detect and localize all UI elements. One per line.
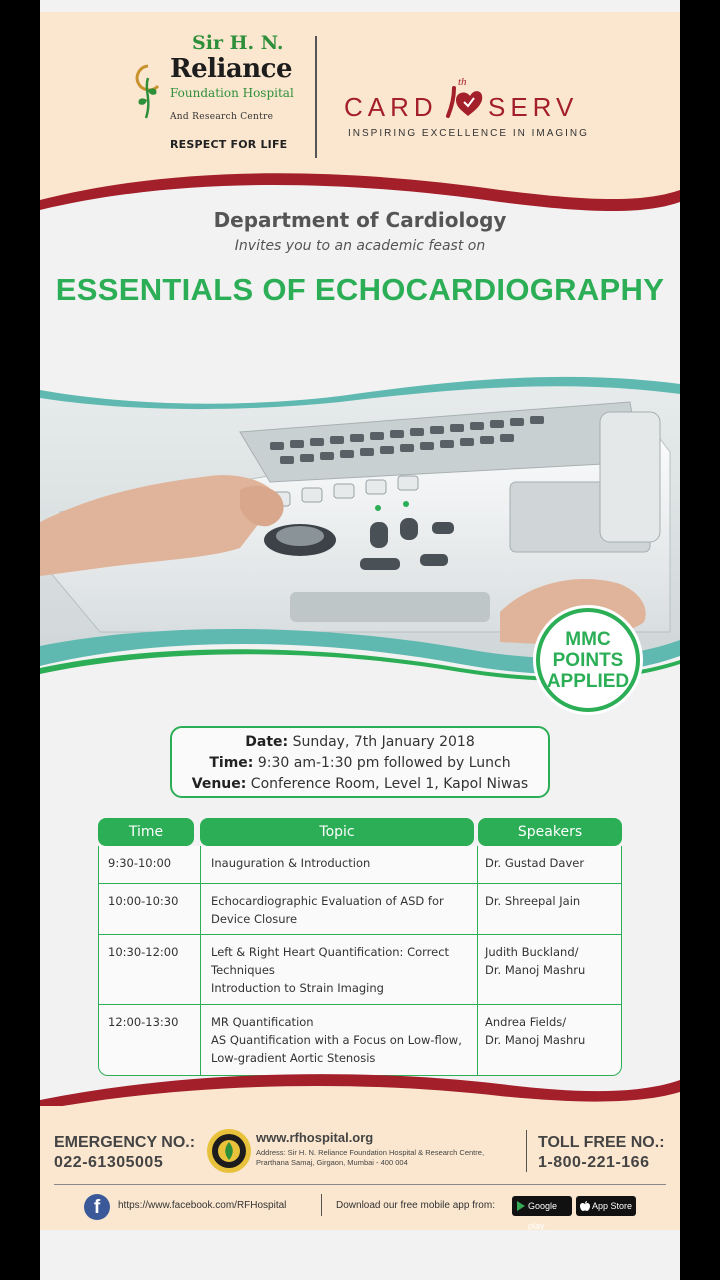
row-speakers: [485, 1013, 621, 1049]
venue-row: [172, 774, 548, 795]
google-play-icon: [516, 1201, 526, 1211]
topic-line: AS Quantification with a Focus on Low-flow,: [211, 1033, 462, 1047]
toll-free-label: TOLL FREE NO.:: [538, 1134, 665, 1151]
speaker-line: Andrea Fields/: [485, 1015, 567, 1029]
date-row: [172, 732, 548, 753]
footer-divider: [526, 1130, 527, 1172]
topic-line: Device Closure: [211, 912, 298, 926]
emergency-label: EMERGENCY NO.:: [54, 1134, 196, 1151]
apple-icon: [580, 1201, 590, 1211]
logo-line-reliance: Reliance: [170, 54, 293, 84]
app-store-label: App Store: [592, 1201, 633, 1211]
row-speakers: [485, 854, 621, 872]
column-header-speakers: Speakers: [478, 818, 622, 846]
speaker-line: Dr. Shreepal Jain: [485, 894, 581, 908]
table-row: [99, 846, 621, 884]
venue-label: Venue:: [191, 776, 247, 792]
speaker-line: Dr. Gustad Daver: [485, 856, 585, 870]
time-label: Time:: [209, 755, 254, 771]
schedule-header: [98, 818, 622, 846]
topic-line: Low-gradient Aortic Stenosis: [211, 1051, 376, 1065]
schedule-body: [98, 846, 622, 1076]
table-row: [99, 884, 621, 935]
logo-tagline: RESPECT FOR LIFE: [170, 138, 288, 151]
event-title: ESSENTIALS OF ECHOCARDIOGRAPHY: [55, 272, 665, 307]
website-link[interactable]: www.rfhospital.org: [256, 1130, 374, 1145]
photo-top-wave: [40, 368, 680, 412]
poster-content: [40, 12, 680, 1230]
logo-line-research: And Research Centre: [170, 112, 274, 122]
mmc-points-badge: [536, 608, 640, 712]
toll-free-number[interactable]: 1-800-221-166: [538, 1154, 650, 1171]
mmc-badge-line: APPLIED: [546, 670, 630, 692]
department-heading: Department of Cardiology: [213, 208, 507, 232]
row-topic: [211, 943, 471, 997]
emergency-number[interactable]: 022-61305005: [54, 1154, 164, 1171]
invitation-text: Invites you to an academic feast on: [234, 238, 486, 254]
footer: [40, 1106, 680, 1230]
row-speakers: [485, 943, 621, 979]
row-topic: [211, 1013, 471, 1067]
mmc-badge-line: POINTS: [552, 649, 624, 671]
time-value: 9:30 am-1:30 pm followed by Lunch: [257, 755, 511, 771]
mmc-badge-line: MMC: [565, 628, 611, 650]
topic-line: MR Quantification: [211, 1015, 314, 1029]
row-time: 12:00-13:30: [108, 1015, 179, 1029]
cardioserv-word-left: CARD: [344, 92, 438, 122]
speaker-line: Dr. Manoj Mashru: [485, 963, 586, 977]
google-play-label: Google play: [528, 1201, 558, 1230]
header-divider: [315, 36, 317, 158]
schedule-table: [98, 818, 622, 1076]
speaker-line: Judith Buckland/: [485, 945, 579, 959]
date-value: Sunday, 7th January 2018: [292, 734, 475, 750]
column-header-topic: Topic: [200, 818, 474, 846]
cardioserv-superscript: th: [458, 76, 467, 88]
app-store-badge[interactable]: [576, 1196, 636, 1216]
cardioserv-tagline: INSPIRING EXCELLENCE IN IMAGING: [348, 128, 589, 139]
google-play-badge[interactable]: [512, 1196, 572, 1230]
time-row: [172, 753, 548, 774]
tenth-anniversary-heart-icon: [440, 82, 488, 122]
row-time: 10:00-10:30: [108, 894, 179, 908]
cardioserv-word-right: SERV: [488, 92, 579, 122]
download-app-text: Download our free mobile app from:: [336, 1200, 495, 1211]
reliance-emblem-icon: [134, 60, 162, 120]
topic-line: Techniques: [211, 963, 275, 977]
logo-line-foundation: Foundation Hospital: [170, 86, 294, 100]
row-topic: [211, 854, 471, 872]
date-label: Date:: [245, 734, 289, 750]
facebook-link[interactable]: https://www.facebook.com/RFHospital: [118, 1200, 287, 1211]
logo-line-sir-hn: Sir H. N.: [192, 32, 284, 54]
facebook-icon[interactable]: f: [84, 1194, 110, 1220]
reliance-hospital-logo: [134, 32, 304, 172]
speaker-line: Dr. Manoj Mashru: [485, 1033, 586, 1047]
table-row: [99, 935, 621, 1005]
hospital-seal-icon: [206, 1128, 252, 1174]
footer-rule: [54, 1184, 666, 1185]
hospital-address: Address: Sir H. N. Reliance Foundation Hospital & Research Centre, Prarthana Samaj, Girgaon, Mumbai - 400 004: [256, 1148, 485, 1167]
footer-divider: [321, 1194, 322, 1216]
column-header-time: Time: [98, 818, 194, 846]
venue-value: Conference Room, Level 1, Kapol Niwas: [250, 776, 529, 792]
event-poster: [40, 0, 680, 1280]
topic-line: Echocardiographic Evaluation of ASD for: [211, 894, 444, 908]
row-speakers: [485, 892, 621, 910]
event-details-box: [170, 726, 550, 798]
row-topic: [211, 892, 471, 928]
row-time: 9:30-10:00: [108, 856, 172, 870]
topic-line: Introduction to Strain Imaging: [211, 981, 384, 995]
row-time: 10:30-12:00: [108, 945, 179, 959]
topic-line: Left & Right Heart Quantification: Correct: [211, 945, 450, 959]
cardioserv-logo: [340, 76, 600, 146]
topic-line: Inauguration & Introduction: [211, 856, 371, 870]
table-row: [99, 1005, 621, 1075]
